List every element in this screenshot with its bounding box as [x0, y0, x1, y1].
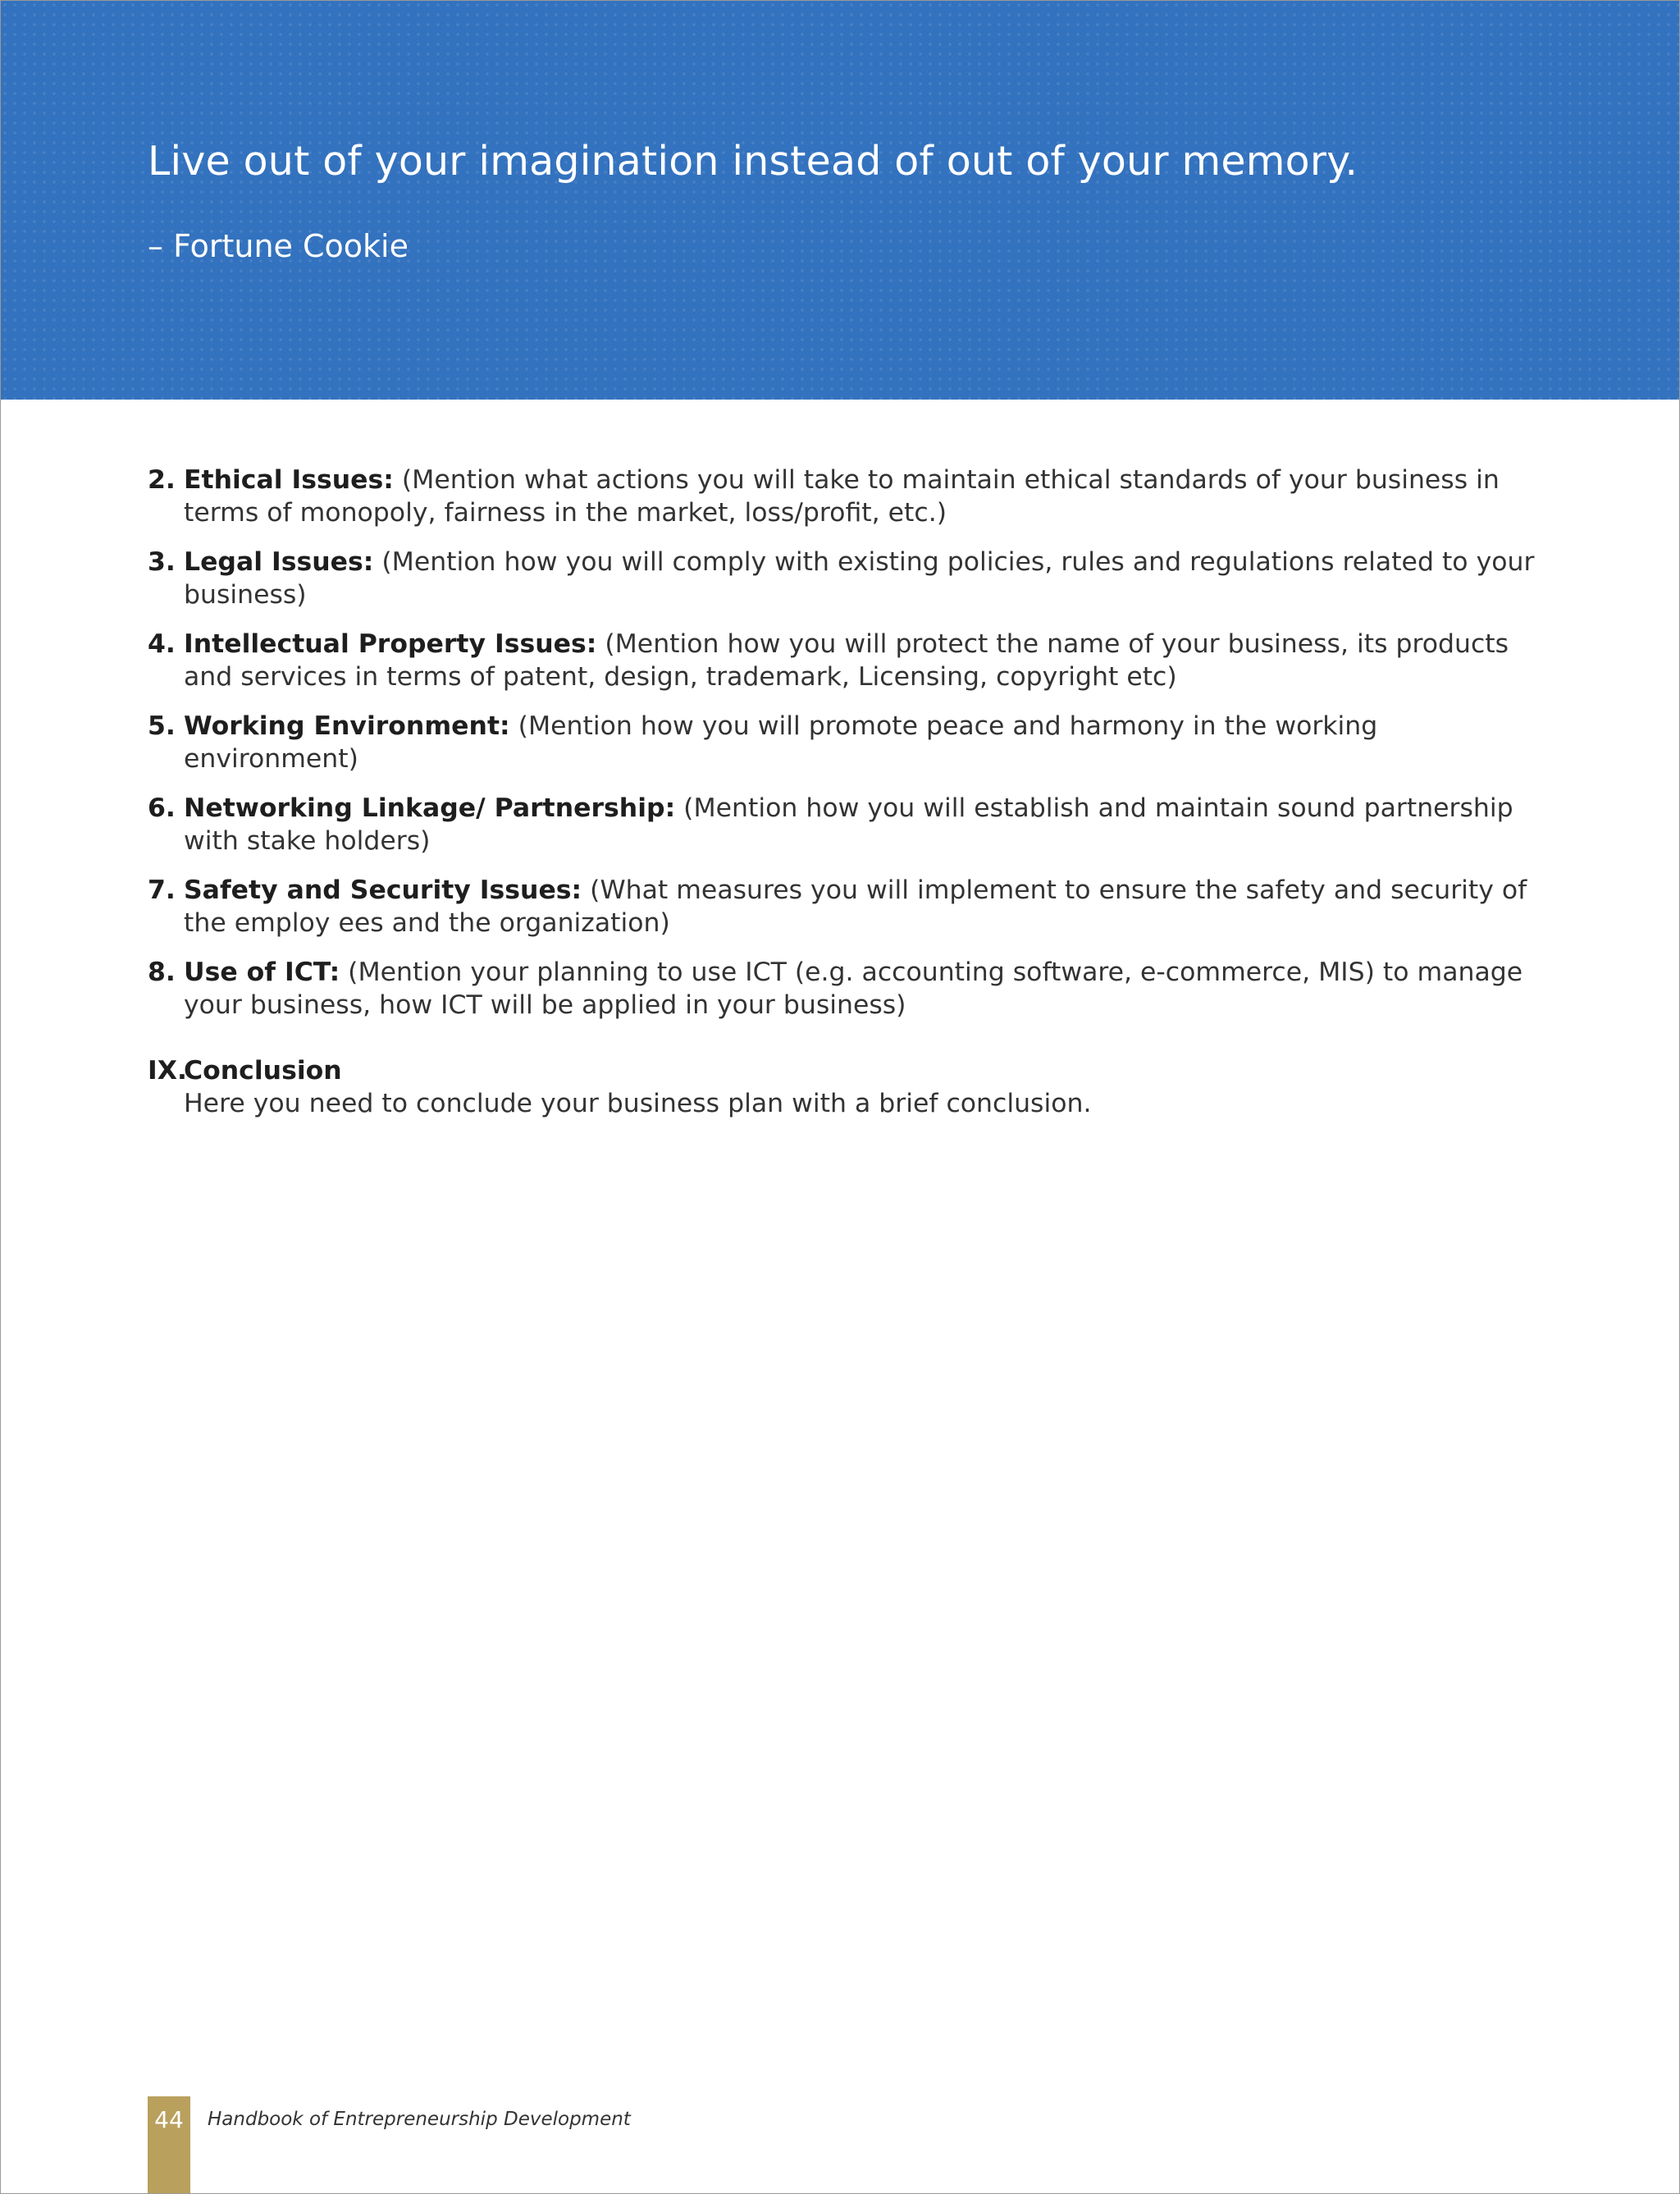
footer-book-title: Handbook of Entrepreneurship Development [208, 2109, 631, 2130]
item-number: 8. [148, 958, 176, 987]
item-body [184, 792, 1542, 857]
item-description: (Mention how you will establish and maintain sound partnership with stake holders) [184, 793, 1513, 856]
item-number: 3. [148, 547, 176, 577]
list-item [148, 628, 1542, 693]
header-banner [0, 0, 1680, 400]
item-description: (Mention your planning to use ICT (e.g. accounting software, e-commerce, MIS) to manage your business, how ICT will be applied in your business) [184, 958, 1523, 1020]
item-description: (Mention how you will promote peace and harmony in the working environment) [184, 711, 1378, 774]
list-item [148, 792, 1542, 857]
item-body [184, 874, 1542, 939]
item-description: (Mention what actions you will take to maintain ethical standards of your business in terms of monopoly, fairness in the market, loss/profit, etc.) [184, 465, 1500, 528]
item-term: Intellectual Property Issues: [184, 629, 597, 659]
list-item [148, 464, 1542, 529]
item-description: (Mention how you will comply with existing policies, rules and regulations related to your business) [184, 547, 1535, 610]
item-description: (What measures you will implement to ensure the safety and security of the employ ees and the organization) [184, 875, 1527, 938]
item-term: Use of ICT: [184, 958, 340, 987]
section-body [184, 1054, 1542, 1120]
item-body [184, 546, 1542, 611]
section-text: Here you need to conclude your business plan with a brief conclusion. [184, 1089, 1092, 1118]
item-body [184, 628, 1542, 693]
item-number: 4. [148, 629, 176, 659]
item-number: 2. [148, 465, 176, 495]
item-description: (Mention how you will protect the name of your business, its products and services in terms of patent, design, trademark, Licensing, copyright etc) [184, 629, 1509, 692]
section-numeral: IX. [148, 1056, 187, 1086]
item-term: Safety and Security Issues: [184, 875, 582, 905]
item-body [184, 464, 1542, 529]
item-number: 7. [148, 875, 176, 905]
main-content [148, 464, 1542, 1120]
item-body [184, 710, 1542, 775]
item-term: Networking Linkage/ Partnership: [184, 793, 676, 823]
quote-text: Live out of your imagination instead of out of your memory. [148, 138, 1358, 185]
list-item [148, 710, 1542, 775]
item-term: Legal Issues: [184, 547, 374, 577]
section-title: Conclusion [184, 1056, 342, 1086]
item-term: Ethical Issues: [184, 465, 394, 495]
item-body [184, 956, 1542, 1022]
conclusion-section [148, 1054, 1542, 1120]
list-item [148, 874, 1542, 939]
page-number: 44 [154, 2106, 184, 2133]
item-number: 6. [148, 793, 176, 823]
item-number: 5. [148, 711, 176, 741]
list-item [148, 956, 1542, 1022]
quote-author: – Fortune Cookie [148, 228, 409, 264]
item-term: Working Environment: [184, 711, 510, 741]
list-item [148, 546, 1542, 611]
